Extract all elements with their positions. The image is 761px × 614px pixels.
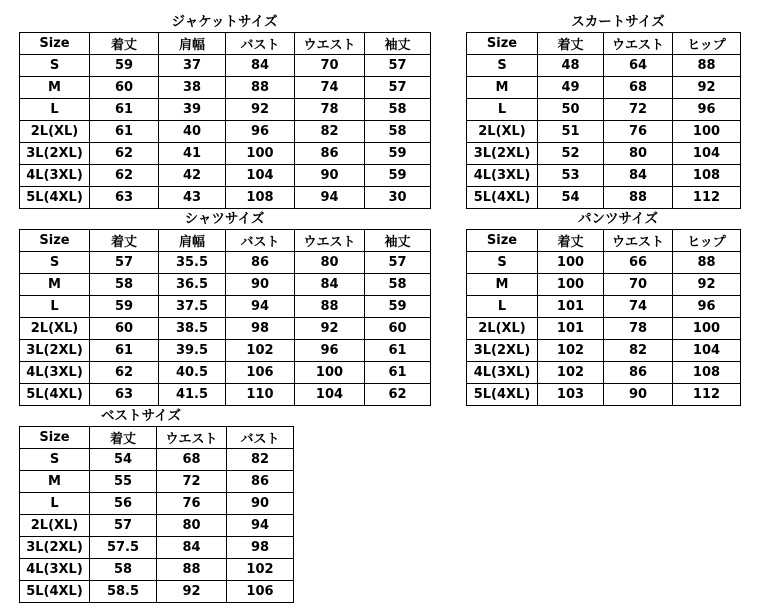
table-row [20,143,431,165]
table-row [20,274,431,296]
table-row [20,559,294,581]
table-cell: 60 [365,318,431,340]
size-label-cell: 4L(3XL) [467,362,538,384]
header-row [467,33,741,55]
table-cell: 41.5 [159,384,226,406]
column-header: Size [20,33,90,55]
table-cell: 102 [227,559,294,581]
size-label-cell: 5L(4XL) [467,384,538,406]
table-cell: 86 [295,143,365,165]
table-cell: 35.5 [159,252,226,274]
table-row [467,121,741,143]
table-cell: 94 [295,187,365,209]
size-label-cell: M [467,274,538,296]
table-cell: 51 [538,121,604,143]
size-label-cell: 2L(XL) [20,318,90,340]
table-row [467,362,741,384]
size-label-cell: S [20,252,90,274]
table-row [467,143,741,165]
jacket-size-table [19,32,431,209]
table-row [467,274,741,296]
table-cell: 101 [538,296,604,318]
table-cell: 54 [90,449,157,471]
table-cell: 58 [365,274,431,296]
table-cell: 102 [226,340,295,362]
size-label-cell: 5L(4XL) [20,187,90,209]
table-cell: 88 [604,187,673,209]
table-cell: 86 [226,252,295,274]
table-cell: 59 [365,165,431,187]
table-row [20,581,294,603]
table-cell: 84 [157,537,227,559]
table-row [20,340,431,362]
size-label-cell: 2L(XL) [20,515,90,537]
table-cell: 57 [365,252,431,274]
size-label-cell: L [467,99,538,121]
table-cell: 80 [295,252,365,274]
table-cell: 62 [365,384,431,406]
column-header: 着丈 [90,33,159,55]
vest-size-block [19,406,293,603]
table-cell: 56 [90,493,157,515]
table-row [20,318,431,340]
size-label-cell: L [20,99,90,121]
table-cell: 39 [159,99,226,121]
table-cell: 59 [365,143,431,165]
table-row [467,77,741,99]
table-cell: 78 [295,99,365,121]
table-cell: 55 [90,471,157,493]
column-header: ヒップ [673,230,741,252]
table-cell: 61 [365,340,431,362]
table-cell: 59 [90,55,159,77]
table-cell: 61 [90,121,159,143]
table-row [467,252,741,274]
table-cell: 63 [90,187,159,209]
table-cell: 90 [295,165,365,187]
column-header: ウエスト [604,33,673,55]
shirt-size-table [19,229,431,406]
table-cell: 62 [90,143,159,165]
column-header: 袖丈 [365,33,431,55]
table-row [20,165,431,187]
table-row [467,296,741,318]
table-cell: 60 [90,77,159,99]
table-cell: 68 [604,77,673,99]
size-label-cell: 4L(3XL) [467,165,538,187]
table-cell: 103 [538,384,604,406]
table-cell: 88 [673,55,741,77]
size-label-cell: M [20,274,90,296]
table-row [20,515,294,537]
table-cell: 41 [159,143,226,165]
column-header: ウエスト [157,427,227,449]
table-cell: 58 [90,559,157,581]
table-row [467,165,741,187]
table-cell: 104 [673,143,741,165]
table-cell: 84 [295,274,365,296]
column-header: 着丈 [90,230,159,252]
table-cell: 108 [226,187,295,209]
table-cell: 98 [227,537,294,559]
table-cell: 96 [673,296,741,318]
table-cell: 88 [673,252,741,274]
table-row [467,187,741,209]
table-cell: 72 [157,471,227,493]
table-row [467,99,741,121]
size-label-cell: M [467,77,538,99]
column-header: バスト [227,427,294,449]
table-cell: 63 [90,384,159,406]
table-cell: 38.5 [159,318,226,340]
table-cell: 100 [295,362,365,384]
table-cell: 108 [673,165,741,187]
table-row [20,384,431,406]
table-cell: 40.5 [159,362,226,384]
table-cell: 94 [226,296,295,318]
table-cell: 104 [295,384,365,406]
size-label-cell: L [467,296,538,318]
table-row [20,493,294,515]
size-label-cell: S [20,55,90,77]
skirt-size-table [466,32,741,209]
table-row [20,55,431,77]
size-label-cell: 3L(2XL) [20,340,90,362]
shirt-size-title: シャツサイズ [184,211,265,227]
table-row [20,187,431,209]
table-cell: 96 [673,99,741,121]
table-cell: 94 [227,515,294,537]
table-cell: 57 [365,55,431,77]
column-header: ヒップ [673,33,741,55]
table-row [20,471,294,493]
vest-size-table [19,426,294,603]
table-cell: 104 [226,165,295,187]
table-cell: 92 [673,77,741,99]
table-cell: 96 [226,121,295,143]
table-cell: 82 [295,121,365,143]
size-label-cell: 3L(2XL) [20,143,90,165]
table-cell: 36.5 [159,274,226,296]
table-cell: 100 [226,143,295,165]
pants-size-block [466,209,740,406]
size-label-cell: S [20,449,90,471]
table-cell: 100 [673,318,741,340]
size-label-cell: 5L(4XL) [467,187,538,209]
table-cell: 57.5 [90,537,157,559]
table-cell: 58 [365,121,431,143]
table-cell: 59 [365,296,431,318]
table-cell: 112 [673,187,741,209]
table-cell: 78 [604,318,673,340]
table-cell: 74 [295,77,365,99]
table-cell: 62 [90,165,159,187]
table-cell: 104 [673,340,741,362]
size-label-cell: 2L(XL) [467,318,538,340]
table-cell: 88 [157,559,227,581]
header-row [20,230,431,252]
table-row [467,384,741,406]
table-row [20,362,431,384]
table-cell: 80 [604,143,673,165]
table-cell: 37.5 [159,296,226,318]
size-label-cell: 5L(4XL) [20,384,90,406]
table-row [20,252,431,274]
table-cell: 84 [226,55,295,77]
column-header: 肩幅 [159,33,226,55]
jacket-size-title: ジャケットサイズ [171,14,278,30]
table-cell: 53 [538,165,604,187]
table-cell: 58.5 [90,581,157,603]
table-cell: 82 [227,449,294,471]
size-label-cell: 3L(2XL) [467,340,538,362]
table-cell: 100 [538,252,604,274]
column-header: 袖丈 [365,230,431,252]
table-cell: 68 [157,449,227,471]
table-cell: 58 [365,99,431,121]
table-row [20,537,294,559]
table-cell: 92 [226,99,295,121]
table-cell: 52 [538,143,604,165]
table-cell: 88 [295,296,365,318]
column-header: Size [467,33,538,55]
table-cell: 43 [159,187,226,209]
size-label-cell: M [20,77,90,99]
column-header: バスト [226,230,295,252]
table-cell: 92 [295,318,365,340]
table-cell: 40 [159,121,226,143]
table-cell: 98 [226,318,295,340]
table-cell: 108 [673,362,741,384]
table-cell: 82 [604,340,673,362]
table-cell: 101 [538,318,604,340]
table-cell: 70 [604,274,673,296]
table-cell: 66 [604,252,673,274]
size-label-cell: M [20,471,90,493]
size-label-cell: 2L(XL) [467,121,538,143]
table-cell: 61 [90,99,159,121]
table-cell: 102 [538,340,604,362]
table-cell: 74 [604,296,673,318]
table-cell: 60 [90,318,159,340]
table-cell: 57 [90,252,159,274]
jacket-size-block [19,12,430,209]
column-header: Size [467,230,538,252]
table-cell: 90 [227,493,294,515]
size-label-cell: S [467,252,538,274]
table-cell: 57 [365,77,431,99]
size-label-cell: L [20,493,90,515]
column-header: 着丈 [538,33,604,55]
table-cell: 58 [90,274,159,296]
table-cell: 102 [538,362,604,384]
table-cell: 80 [157,515,227,537]
table-cell: 90 [226,274,295,296]
table-cell: 64 [604,55,673,77]
column-header: Size [20,230,90,252]
pants-size-title: パンツサイズ [578,211,658,227]
table-cell: 48 [538,55,604,77]
size-label-cell: 4L(3XL) [20,165,90,187]
header-row [20,427,294,449]
table-cell: 92 [673,274,741,296]
table-cell: 54 [538,187,604,209]
table-cell: 76 [157,493,227,515]
table-cell: 84 [604,165,673,187]
header-row [467,230,741,252]
table-row [467,318,741,340]
table-cell: 30 [365,187,431,209]
column-header: ウエスト [604,230,673,252]
size-label-cell: 4L(3XL) [20,559,90,581]
vest-size-title: ベストサイズ [101,408,181,424]
size-label-cell: 3L(2XL) [467,143,538,165]
table-cell: 100 [673,121,741,143]
table-cell: 57 [90,515,157,537]
column-header: 着丈 [538,230,604,252]
column-header: Size [20,427,90,449]
size-label-cell: S [467,55,538,77]
table-cell: 38 [159,77,226,99]
table-cell: 70 [295,55,365,77]
column-header: バスト [226,33,295,55]
column-header: ウエスト [295,33,365,55]
table-cell: 110 [226,384,295,406]
size-label-cell: 4L(3XL) [20,362,90,384]
table-cell: 61 [90,340,159,362]
size-label-cell: L [20,296,90,318]
column-header: 着丈 [90,427,157,449]
table-row [20,121,431,143]
table-row [20,296,431,318]
table-cell: 86 [227,471,294,493]
table-cell: 62 [90,362,159,384]
table-cell: 50 [538,99,604,121]
table-cell: 92 [157,581,227,603]
shirt-size-block [19,209,430,406]
table-cell: 37 [159,55,226,77]
table-cell: 106 [227,581,294,603]
skirt-size-block [466,12,740,209]
table-row [467,340,741,362]
table-cell: 39.5 [159,340,226,362]
table-cell: 96 [295,340,365,362]
table-cell: 88 [226,77,295,99]
table-cell: 90 [604,384,673,406]
column-header: ウエスト [295,230,365,252]
table-cell: 106 [226,362,295,384]
table-cell: 76 [604,121,673,143]
table-cell: 61 [365,362,431,384]
table-row [20,99,431,121]
table-cell: 59 [90,296,159,318]
table-cell: 86 [604,362,673,384]
size-label-cell: 3L(2XL) [20,537,90,559]
table-cell: 72 [604,99,673,121]
table-cell: 112 [673,384,741,406]
pants-size-table [466,229,741,406]
table-row [467,55,741,77]
size-label-cell: 2L(XL) [20,121,90,143]
size-label-cell: 5L(4XL) [20,581,90,603]
table-row [20,449,294,471]
header-row [20,33,431,55]
skirt-size-title: スカートサイズ [571,14,665,30]
column-header: 肩幅 [159,230,226,252]
table-cell: 49 [538,77,604,99]
table-cell: 42 [159,165,226,187]
table-row [20,77,431,99]
table-cell: 100 [538,274,604,296]
